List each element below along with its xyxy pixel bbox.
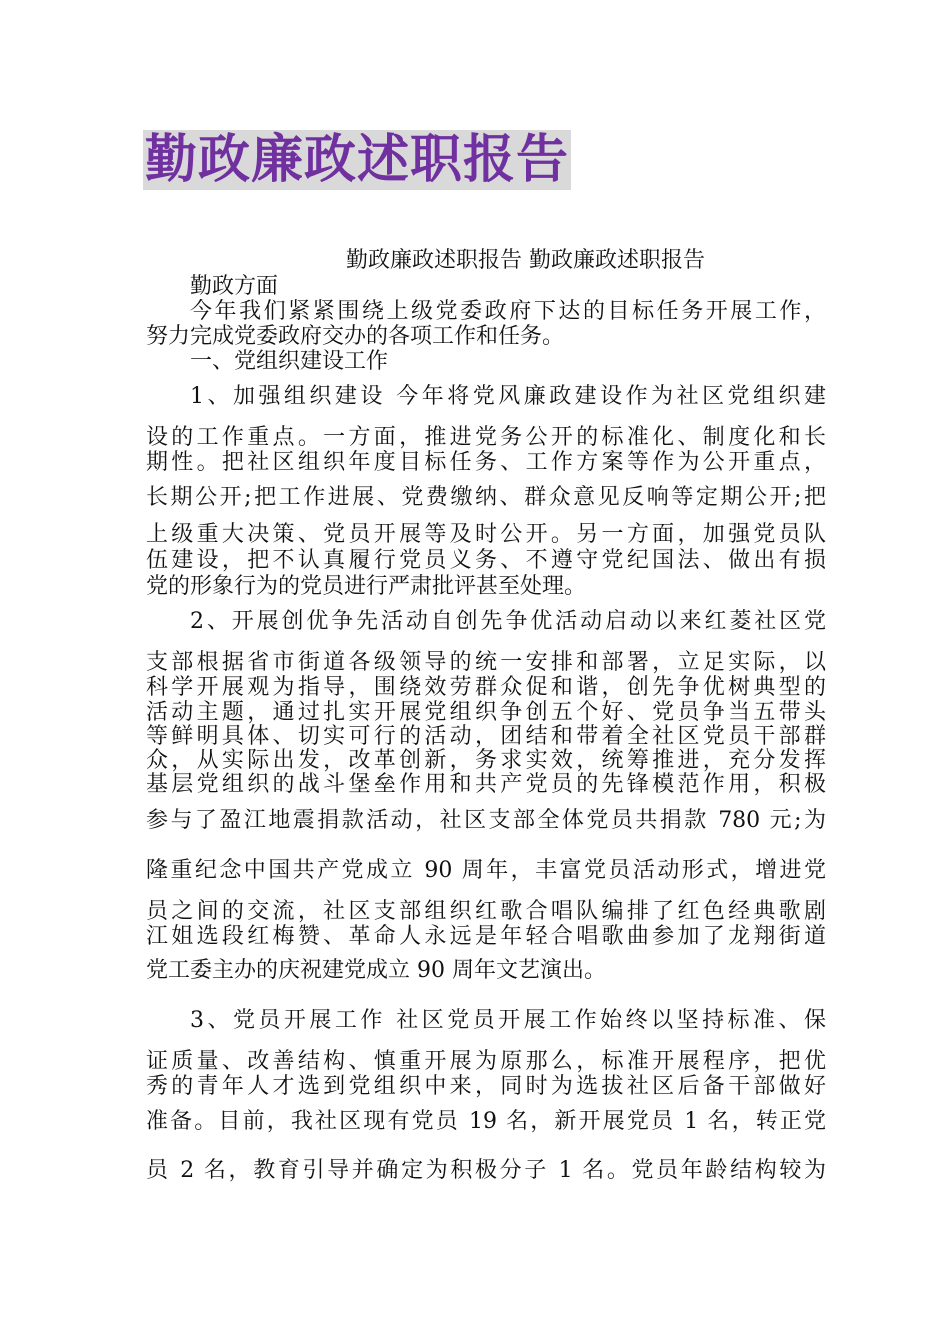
- paragraph-line: 科学开展观为指导，围绕效劳群众促和谐，创先争优树典型的: [146, 675, 826, 700]
- paragraph-line: 党的形象行为的党员进行严肃批评甚至处理。: [146, 574, 587, 599]
- paragraph-line: 努力完成党委政府交办的各项工作和任务。: [146, 324, 565, 349]
- paragraph-line: 设的工作重点。一方面，推进党务公开的标准化、制度化和长: [146, 425, 826, 450]
- paragraph-line: 证质量、改善结构、慎重开展为原那么，标准开展程序，把优: [146, 1049, 826, 1074]
- paragraph-line: 隆重纪念中国共产党成立 90 周年，丰富党员活动形式，增进党: [146, 858, 826, 883]
- paragraph-line: 基层党组织的战斗堡垒作用和共产党员的先锋模范作用，积极: [146, 772, 826, 797]
- document-title: 勤政廉政述职报告: [145, 130, 570, 190]
- paragraph-line: 今年我们紧紧围绕上级党委政府下达的目标任务开展工作，: [190, 299, 826, 324]
- paragraph-line: 江姐选段红梅赞、革命人永远是年轻合唱歌曲参加了龙翔街道: [146, 924, 826, 949]
- paragraph-line: 员之间的交流，社区支部组织红歌合唱队编排了红色经典歌剧: [146, 899, 826, 924]
- paragraph-line: 3、党员开展工作 社区党员开展工作始终以坚持标准、保: [190, 1008, 826, 1033]
- paragraph-line: 秀的青年人才选到党组织中来，同时为选拔社区后备干部做好: [146, 1074, 826, 1099]
- paragraph-line: 期性。把社区组织年度目标任务、工作方案等作为公开重点，: [146, 450, 826, 475]
- section-heading: 勤政方面: [190, 274, 279, 299]
- paragraph-line: 1、加强组织建设 今年将党风廉政建设作为社区党组织建: [190, 384, 826, 409]
- paragraph-line: 伍建设，把不认真履行党员义务、不遵守党纪国法、做出有损: [146, 548, 826, 573]
- paragraph-line: 支部根据省市街道各级领导的统一安排和部署，立足实际，以: [146, 650, 826, 675]
- section-heading: 一、党组织建设工作: [190, 349, 389, 374]
- paragraph-line: 活动主题，通过扎实开展党组织争创五个好、党员争当五带头: [146, 700, 826, 725]
- paragraph-line: 长期公开;把工作进展、党费缴纳、群众意见反响等定期公开;把: [146, 485, 826, 510]
- paragraph-line: 上级重大决策、党员开展等及时公开。另一方面，加强党员队: [146, 522, 826, 547]
- paragraph-line: 参与了盈江地震捐款活动，社区支部全体党员共捐款 780 元;为: [146, 808, 826, 833]
- paragraph-line: 员 2 名，教育引导并确定为积极分子 1 名。党员年龄结构较为: [146, 1158, 826, 1183]
- subtitle-line: 勤政廉政述职报告 勤政廉政述职报告: [346, 248, 705, 273]
- paragraph-line: 等鲜明具体、切实可行的活动，团结和带着全社区党员干部群: [146, 724, 826, 749]
- paragraph-line: 众，从实际出发，改革创新，务求实效，统筹推进，充分发挥: [146, 748, 826, 773]
- paragraph-line: 准备。目前，我社区现有党员 19 名，新开展党员 1 名，转正党: [146, 1109, 826, 1134]
- paragraph-line: 2、开展创优争先活动自创先争优活动启动以来红菱社区党: [190, 609, 826, 634]
- paragraph-line: 党工委主办的庆祝建党成立 90 周年文艺演出。: [146, 958, 606, 983]
